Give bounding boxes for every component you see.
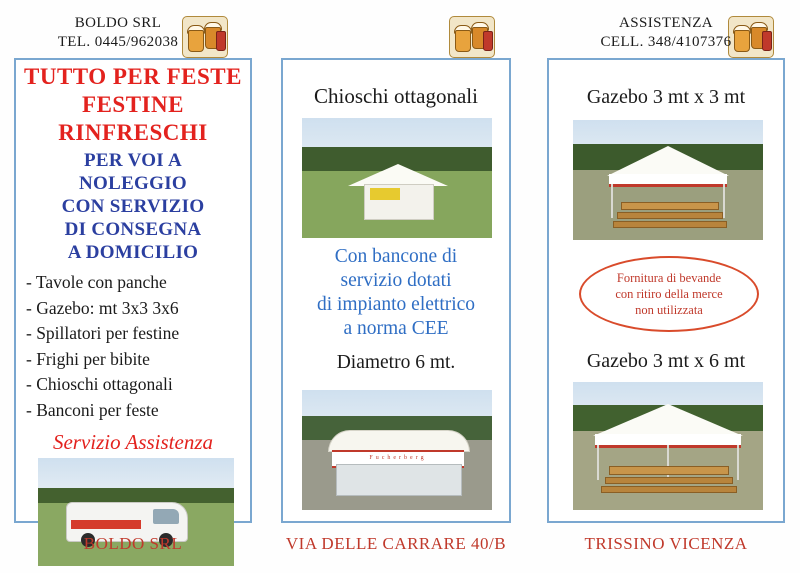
kiosk-structure <box>354 164 442 220</box>
panel-title-line-1: TUTTO PER FESTE <box>24 64 242 89</box>
panel-gazebos <box>547 58 785 523</box>
gazebo-leg <box>723 184 725 218</box>
assistance-script-text: Servizio Assistenza <box>52 430 214 454</box>
beverage-supply-badge <box>579 256 759 332</box>
bench <box>617 212 723 219</box>
company-name: BOLDO SRL <box>74 15 162 31</box>
kiosk-sign <box>370 188 400 200</box>
subtitle-line: PER VOI A <box>83 150 183 171</box>
header-right-block <box>556 14 776 52</box>
footer-city: TRISSINO VICENZA <box>584 534 748 553</box>
header-row <box>0 8 800 56</box>
subtitle-line: A DOMICILIO <box>67 242 199 263</box>
gazebo-3x6-title: Gazebo 3 mt x 6 mt <box>586 350 746 372</box>
bar-brand-band: Fucherberg <box>332 450 464 468</box>
subtitle-line: NOLEGGIO <box>79 173 187 194</box>
panel-kiosks <box>281 58 511 523</box>
gazebo-leg <box>597 445 599 480</box>
table-top <box>621 202 719 210</box>
list-item: - Tavole con panche <box>26 272 167 292</box>
badge-line-2: con ritiro della merce <box>615 287 723 301</box>
gazebo-valance <box>609 174 727 187</box>
list-item: - Gazebo: mt 3x3 3x6 <box>26 297 179 318</box>
list-item: - Chioschi ottagonali <box>26 374 173 394</box>
gazebo-leg <box>611 184 613 218</box>
footer-company: BOLDO SRL <box>83 534 183 553</box>
bench <box>613 221 727 228</box>
services-list <box>26 270 244 423</box>
description-line: di impianto elettrico <box>316 294 476 315</box>
panel-services <box>14 58 252 523</box>
bench <box>601 486 737 493</box>
description-line: Con bancone di <box>334 246 458 267</box>
van-window <box>153 509 179 524</box>
badge-line-3: non utilizzata <box>635 303 703 317</box>
subtitle-line: CON SERVIZIO <box>61 196 205 217</box>
company-phone: TEL. 0445/962038 <box>57 34 179 50</box>
footer-address: VIA DELLE CARRARE 40/B <box>285 534 507 553</box>
gazebo-canopy <box>593 404 743 436</box>
beer-mugs-logo-icon <box>449 16 495 58</box>
panel-title-line-3: RINFRESCHI <box>58 120 208 145</box>
panel-title-line-2: FESTINE <box>82 92 184 117</box>
octagonal-bar-structure <box>328 430 468 498</box>
octagonal-kiosk-photo <box>302 118 492 238</box>
diameter-text: Diametro 6 mt. <box>336 352 456 373</box>
bench <box>605 477 733 484</box>
footer-row <box>0 534 800 564</box>
panel-title: Chioschi ottagonali <box>314 84 478 108</box>
beer-mugs-logo-icon <box>182 16 228 58</box>
gazebo-leg <box>737 445 739 480</box>
logo-glass <box>216 31 226 51</box>
bar-counter <box>336 464 462 496</box>
list-item: - Banconi per feste <box>26 399 159 420</box>
assistance-label: ASSISTENZA <box>618 15 713 31</box>
subtitle-line: DI CONSEGNA <box>64 219 202 240</box>
badge-line-1: Fornitura di bevande <box>616 271 722 285</box>
list-item: - Spillatori per festine <box>26 323 180 343</box>
gazebo-3x3-photo <box>573 120 763 240</box>
gazebo-3x3-title: Gazebo 3 mt x 3 mt <box>586 86 746 108</box>
logo-glass <box>483 31 493 51</box>
description-line: servizio dotati <box>340 270 452 291</box>
round-bar-kiosk-photo <box>302 390 492 510</box>
logo-mug <box>455 30 471 52</box>
gazebo-3x6-photo <box>573 382 763 510</box>
table-top <box>609 466 729 475</box>
description-line: a norma CEE <box>343 318 449 339</box>
van-stripe <box>71 520 141 529</box>
logo-mug <box>188 30 204 52</box>
kiosk-roof <box>348 164 448 186</box>
assistance-phone: CELL. 348/4107376 <box>600 34 732 50</box>
gazebo-canopy <box>607 146 729 176</box>
list-item: - Frighi per bibite <box>26 348 150 369</box>
bar-roof <box>328 430 470 452</box>
